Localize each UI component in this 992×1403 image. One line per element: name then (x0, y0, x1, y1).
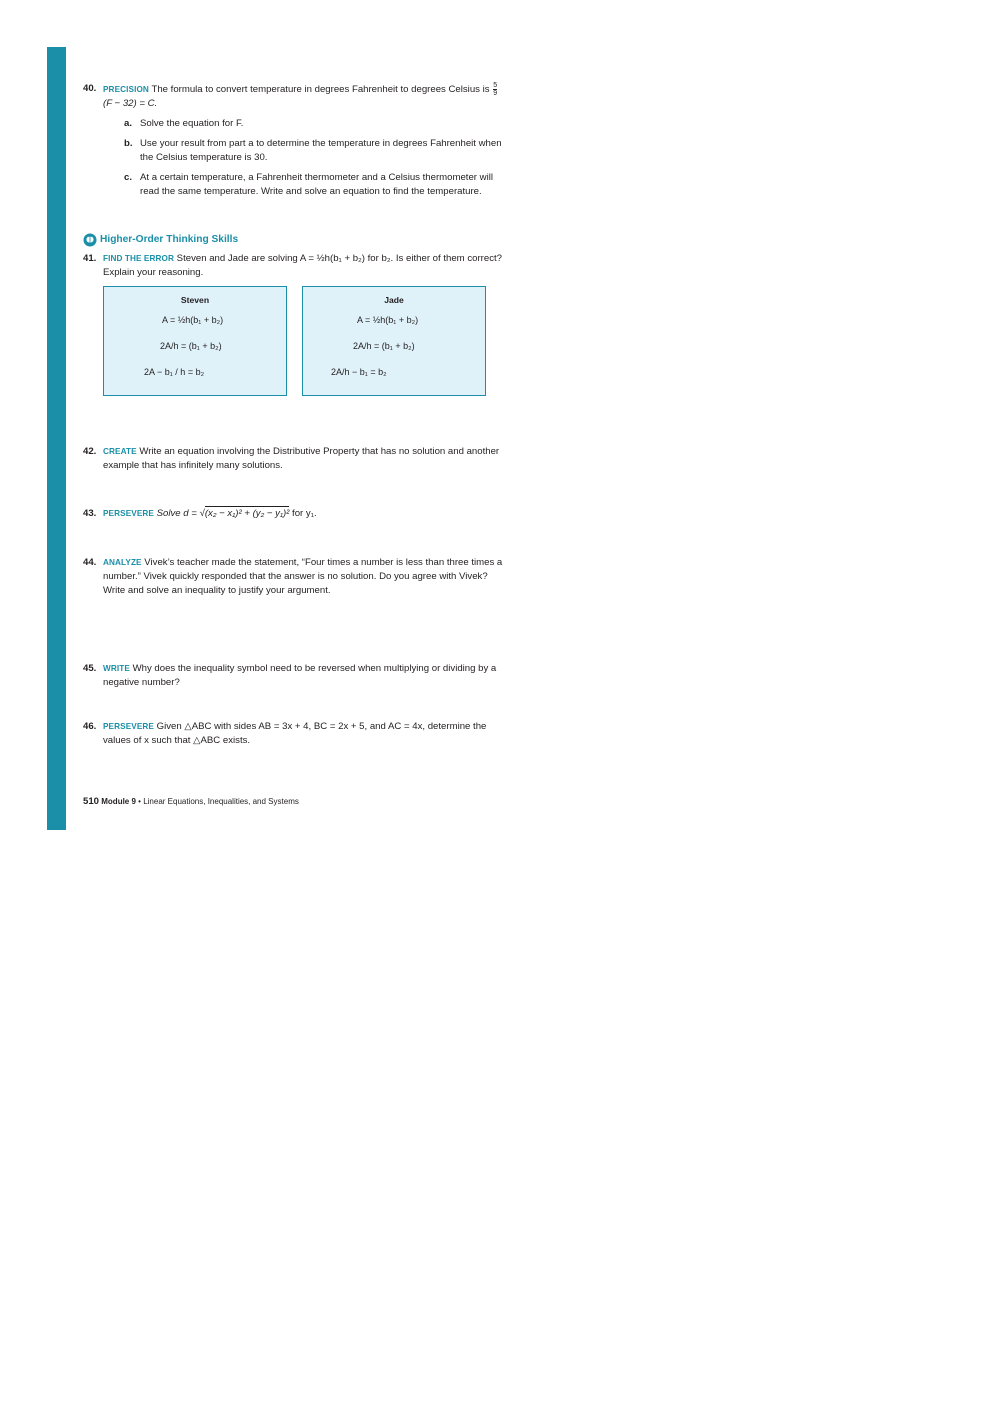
problem-40 (83, 82, 503, 199)
formula: (F − 32) = C. (103, 98, 158, 110)
problem-number: 46. (83, 721, 97, 733)
problem-text: Given △ABC with sides AB = 3x + 4, BC = 2x + 5, and AC = 4x, determine the values of x such that △ABC exists. (103, 721, 487, 747)
problem-text: Solve d = (156, 508, 197, 520)
side-color-bar (47, 47, 66, 830)
steven-line-3: 2A − b₁ / h = b₂ (144, 367, 205, 378)
page-content (83, 82, 503, 748)
problem-44 (83, 556, 503, 598)
page-number: 510 (83, 796, 100, 807)
problem-tag: PERSEVERE (103, 509, 154, 519)
jade-line-3: 2A/h − b₁ = b₂ (331, 367, 387, 378)
fraction: $\frac{5}{9}$ (493, 82, 498, 97)
footer-bullet: • (138, 797, 141, 806)
problem-tag: CREATE (103, 447, 137, 457)
steven-line-1: A = ½h(b₁ + b₂) (162, 315, 224, 326)
problem-number: 41. (83, 253, 97, 265)
problem-text: Write an equation involving the Distributive Property that has no solution and another example that has infinitely many solutions. (103, 446, 500, 472)
problem-42 (83, 445, 503, 473)
problem-43 (83, 507, 503, 521)
problem-number: 43. (83, 508, 97, 520)
problem-tag: PERSEVERE (103, 722, 154, 732)
hots-heading: Higher-Order Thinking Skills (83, 233, 503, 247)
part-c: c. At a certain temperature, a Fahrenheit thermometer and a Celsius thermometer will read the same temperature. Write and solve an equation to find the temperature. (124, 172, 493, 198)
problem-tag: FIND THE ERROR (103, 254, 174, 264)
problem-number: 40. (83, 83, 97, 94)
problem-number: 45. (83, 663, 97, 675)
jade-line-1: A = ½h(b₁ + b₂) (357, 315, 419, 326)
jade-line-2: 2A/h = (b₁ + b₂) (353, 341, 415, 352)
steven-work-box: Steven A = ½h(b₁ + b₂) 2A/h = (b₁ + b₂) 2A − b₁ / h = b₂ (103, 286, 287, 396)
module-title: Linear Equations, Inequalities, and Systems (143, 797, 299, 806)
student-work-boxes (103, 286, 503, 396)
radicand: (x₂ − x₁)² + (y₂ − y₁)² (204, 508, 290, 520)
problem-text: The formula to convert temperature in degrees Fahrenheit to degrees Celsius is (151, 84, 490, 96)
page-footer (83, 796, 299, 807)
steven-line-2: 2A/h = (b₁ + b₂) (160, 341, 222, 352)
problem-number: 44. (83, 557, 97, 569)
module-label: Module 9 (101, 797, 136, 806)
problem-number: 42. (83, 446, 97, 458)
problem-tag: PRECISION (103, 85, 149, 95)
jade-work-box: Jade A = ½h(b₁ + b₂) 2A/h = (b₁ + b₂) 2A/h − b₁ = b₂ (302, 286, 486, 396)
problem-text: Steven and Jade are solving A = ½h(b₁ + b₂) for b₂. Is either of them correct? Explain your reasoning. (103, 253, 502, 279)
problem-text-after: for y₁. (292, 508, 317, 520)
problem-tag: ANALYZE (103, 558, 142, 568)
part-a: a. Solve the equation for F. (124, 118, 244, 130)
sqrt-symbol: √ (199, 508, 205, 520)
part-b: b. Use your result from part a to determine the temperature in degrees Fahrenheit when the Celsius temperature is 30. (124, 138, 502, 164)
problem-41 (83, 252, 503, 280)
problem-45 (83, 662, 503, 690)
problem-text: Vivek’s teacher made the statement, “Four times a number is less than three times a number.” Vivek quickly responded that the answer is no solution. Do you agree with Vivek? Write and solve an inequality to justify your argument. (103, 557, 503, 597)
problem-tag: WRITE (103, 664, 130, 674)
problem-text: Why does the inequality symbol need to be reversed when multiplying or dividing by a negative number? (103, 663, 497, 689)
problem-46 (83, 720, 503, 748)
brain-icon (83, 233, 97, 247)
